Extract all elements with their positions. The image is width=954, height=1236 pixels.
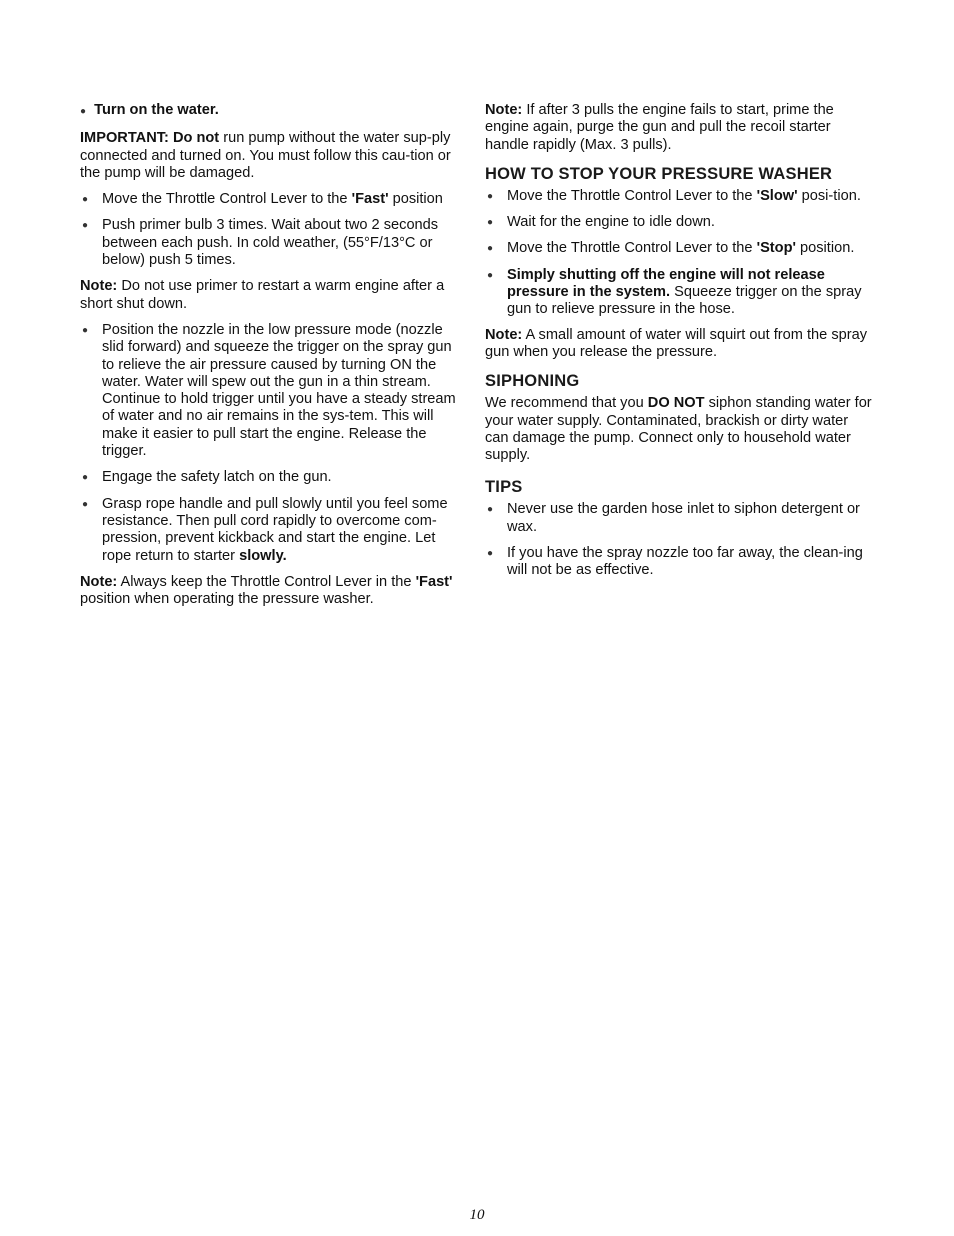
note-start <box>485 102 875 154</box>
bullet-icon: ● <box>487 190 494 202</box>
note-primer-label: Note: <box>80 278 118 295</box>
bullet-icon: ● <box>487 217 494 229</box>
turn-on-water-text: Turn on the water. <box>94 102 219 118</box>
tip-hose-text: Never use the garden hose inlet to siphon detergent or wax. <box>507 501 860 535</box>
note-throttle-bold: 'Fast' <box>415 573 453 590</box>
bullet-icon: ● <box>487 269 494 281</box>
note-throttle-label: Note: <box>80 573 118 590</box>
siphoning-text: siphon standing water for your water supply. Contaminated, brackish or dirty water can damage the pump. Connect only to household water supply. <box>485 395 872 464</box>
important-text: run pump without the water sup-ply connected and turned on. You must follow this cau-tion or the pump will be damaged. <box>80 130 451 181</box>
left-column <box>80 102 462 608</box>
throttle-fast-item <box>80 191 462 208</box>
siphoning-bold: DO NOT <box>647 395 705 412</box>
note-primer <box>80 278 462 313</box>
tip-hose-item <box>485 501 875 536</box>
bullet-icon: ● <box>82 194 89 206</box>
note-start-label: Note: <box>485 102 523 118</box>
stop-stop-tail: position. <box>800 240 855 257</box>
throttle-fast-lead: Move the Throttle Control Lever to the <box>102 191 348 208</box>
stop-slow-lead: Move the Throttle Control Lever to the <box>507 187 753 204</box>
bullet-icon: ● <box>80 106 87 117</box>
throttle-fast-tail: position <box>392 191 443 208</box>
important-paragraph <box>80 130 462 182</box>
stop-pressure-text: Squeeze trigger on the spray gun to relieve pressure in the hose. <box>507 284 862 318</box>
siphoning-paragraph <box>485 395 875 464</box>
stop-stop-lead: Move the Throttle Control Lever to the <box>507 240 753 257</box>
safety-latch-text: Engage the safety latch on the gun. <box>102 469 332 486</box>
stop-idle-text: Wait for the engine to idle down. <box>507 214 715 231</box>
note-primer-text: Do not use primer to restart a warm engine after a short shut down. <box>80 278 445 312</box>
turn-on-water-item <box>80 102 462 120</box>
stop-slow-bold: 'Slow' <box>756 187 798 204</box>
note-squirt <box>485 327 875 362</box>
stop-slow-tail: posi-tion. <box>801 187 861 204</box>
page-number: 10 <box>469 1207 485 1223</box>
stop-pressure-item <box>485 267 875 319</box>
note-throttle-lead: Always keep the Throttle Control Lever in the <box>120 573 412 590</box>
tip-nozzle-text: If you have the spray nozzle too far away, the clean-ing will not be as effective. <box>507 545 863 579</box>
stop-pressure-bold: Simply shutting off the engine will not release pressure in the system. <box>507 266 825 301</box>
bullet-icon: ● <box>82 472 89 484</box>
rope-text: Grasp rope handle and pull slowly until you feel some resistance. Then pull cord rapidly to overcome com-pression, prevent kickback and start the engine. Let rope return to starter <box>102 495 448 564</box>
bullet-icon: ● <box>82 324 89 336</box>
note-throttle-tail: position when operating the pressure washer. <box>80 591 374 608</box>
bullet-icon: ● <box>487 504 494 516</box>
rope-item <box>80 496 462 565</box>
tips-heading: TIPS <box>485 478 523 497</box>
siphoning-heading: SIPHONING <box>485 372 580 391</box>
primer-item <box>80 217 462 269</box>
important-label: IMPORTANT: <box>80 130 169 147</box>
tip-nozzle-item <box>485 545 875 580</box>
stop-idle-item <box>485 214 875 231</box>
important-bold-lead: Do not <box>172 130 220 147</box>
note-start-text: If after 3 pulls the engine fails to start, prime the engine again, purge the gun and pull the recoil starter handle rapidly (Max. 3 pulls). <box>485 102 834 153</box>
note-squirt-label: Note: <box>485 326 523 343</box>
bullet-icon: ● <box>82 220 89 232</box>
siphoning-lead: We recommend that you <box>485 395 644 412</box>
safety-latch-item <box>80 469 462 486</box>
primer-text: Push primer bulb 3 times. Wait about two 2 seconds between each push. In cold weather, (55°F/13°C or below) push 5 times. <box>102 217 439 269</box>
note-throttle <box>80 574 462 609</box>
stop-slow-item <box>485 188 875 205</box>
stop-heading: HOW TO STOP YOUR PRESSURE WASHER <box>485 164 833 183</box>
bullet-icon: ● <box>487 243 494 255</box>
note-squirt-text: A small amount of water will squirt out from the spray gun when you release the pressure. <box>485 326 868 360</box>
throttle-fast-bold: 'Fast' <box>351 191 389 208</box>
stop-stop-item <box>485 240 875 257</box>
nozzle-text: Position the nozzle in the low pressure mode (nozzle slid forward) and squeeze the trigger on the spray gun to relieve the air pressure caused by turning ON the water. Water will spew out the gun in a thin stream. Continue to hold trigger until you have a steady stream of water and no air remains in the sys-tem. This will make it easier to pull start the engine. Release the trigger. <box>102 321 456 460</box>
nozzle-item <box>80 322 462 460</box>
right-column <box>485 102 875 580</box>
stop-stop-bold: 'Stop' <box>756 240 796 257</box>
bullet-icon: ● <box>82 498 89 510</box>
rope-bold: slowly. <box>239 547 287 564</box>
bullet-icon: ● <box>487 548 494 560</box>
